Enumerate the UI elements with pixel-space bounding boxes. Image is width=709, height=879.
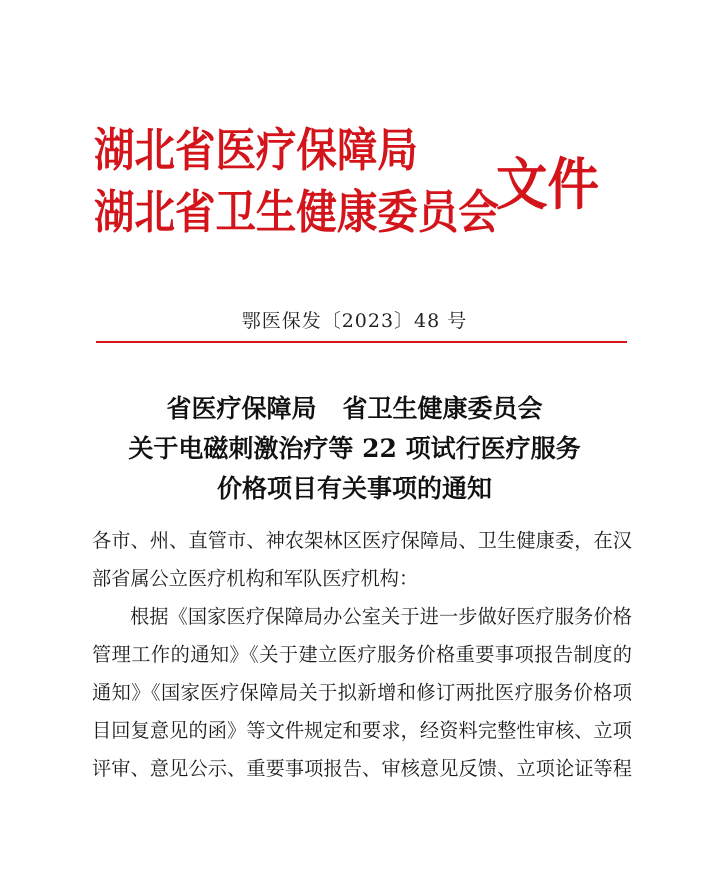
red-divider bbox=[96, 341, 627, 343]
document-header bbox=[94, 118, 634, 258]
body-line-1: 各市、州、直管市、神农架林区医疗保障局、卫生健康委，在汉 bbox=[92, 529, 632, 552]
document-word: 文件 bbox=[496, 153, 600, 218]
body-line-5: 通知》《国家医疗保障局关于拟新增和修订两批医疗服务价格项 bbox=[92, 681, 632, 704]
body-line-3: 根据《国家医疗保障局办公室关于进一步做好医疗服务价格 bbox=[130, 605, 632, 628]
title-line-1-part-1: 省医疗保障局 bbox=[166, 394, 317, 423]
title-line-2: 关于电磁刺激治疗等 22 项试行医疗服务 bbox=[128, 434, 581, 463]
issuer-line-2: 湖北省卫生健康委员会 bbox=[94, 185, 499, 239]
issuer-line-1: 湖北省医疗保障局 bbox=[94, 123, 418, 177]
body-line-2: 部省属公立医疗机构和军队医疗机构： bbox=[92, 567, 419, 590]
body-line-6: 目回复意见的函》等文件规定和要求，经资料完整性审核、立项 bbox=[92, 719, 632, 742]
body-line-7: 评审、意见公示、重要事项报告、审核意见反馈、立项论证等程 bbox=[92, 757, 632, 780]
body-line-4: 管理工作的通知》《关于建立医疗服务价格重要事项报告制度的 bbox=[92, 643, 632, 666]
title-line-1-part-2: 省卫生健康委员会 bbox=[342, 394, 543, 423]
title-line-3: 价格项目有关事项的通知 bbox=[216, 474, 492, 503]
title-line-1 bbox=[0, 392, 709, 426]
document-number: 鄂医保发〔2023〕48 号 bbox=[241, 310, 468, 332]
